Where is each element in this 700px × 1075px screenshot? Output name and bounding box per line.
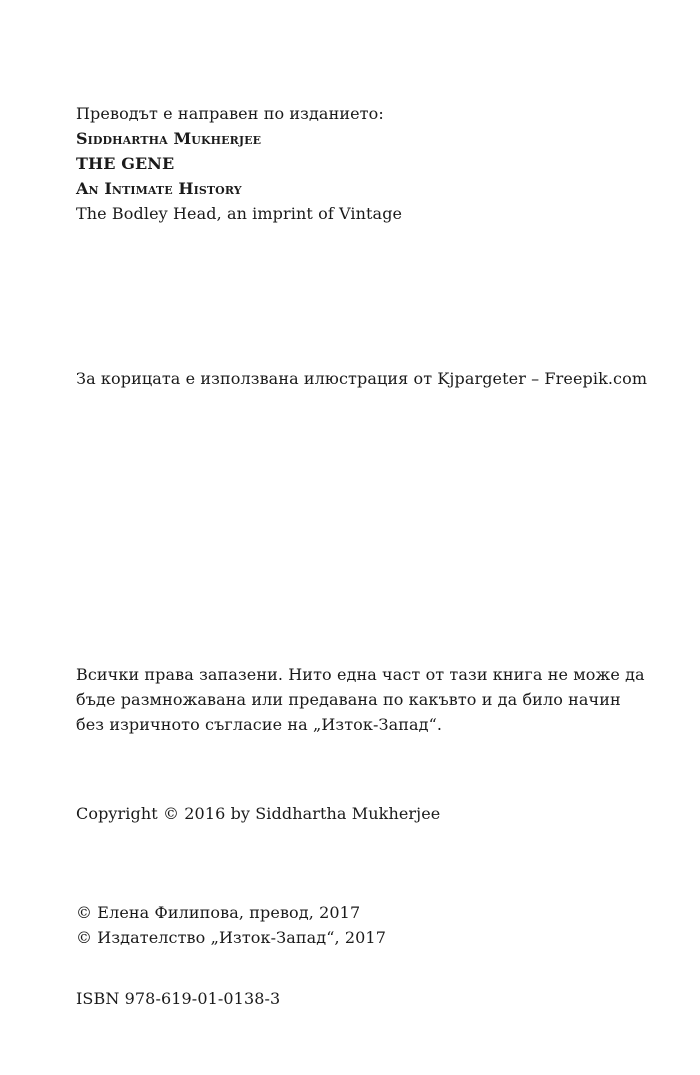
- edition-intro: Преводът е направен по изданието:: [76, 104, 384, 123]
- original-edition-block: [76, 101, 630, 226]
- rights-notice-line: бъде размножавана или предавана по какъвто и да било начин: [76, 690, 621, 709]
- rights-notice-line: Всички права запазени. Нито една част от тази книга не може да: [76, 665, 645, 684]
- rights-notice: [76, 662, 645, 737]
- original-publisher: The Bodley Head, an imprint of Vintage: [76, 204, 403, 223]
- copyright-text: Copyright © 2016 by Siddhartha Mukherjee: [76, 804, 441, 823]
- copyright-notice: [76, 801, 630, 826]
- cover-credit-text: За корицата е използвана илюстрация от Kjpargeter – Freepik.com: [76, 369, 648, 388]
- rights-notice-line: без изричното съгласие на „Изток-Запад“.: [76, 715, 443, 734]
- isbn: [76, 986, 630, 1011]
- translator-copyright: © Елена Филипова, превод, 2017: [76, 903, 361, 922]
- original-subtitle: An Intimate History: [76, 179, 242, 198]
- original-author: Siddhartha Mukherjee: [76, 129, 262, 148]
- cover-credit: [76, 366, 648, 391]
- isbn-text: ISBN 978-619-01-0138-3: [76, 989, 281, 1008]
- translation-copyrights: [76, 900, 630, 950]
- publisher-copyright: © Издателство „Изток-Запад“, 2017: [76, 928, 386, 947]
- original-title: THE GENE: [76, 154, 175, 173]
